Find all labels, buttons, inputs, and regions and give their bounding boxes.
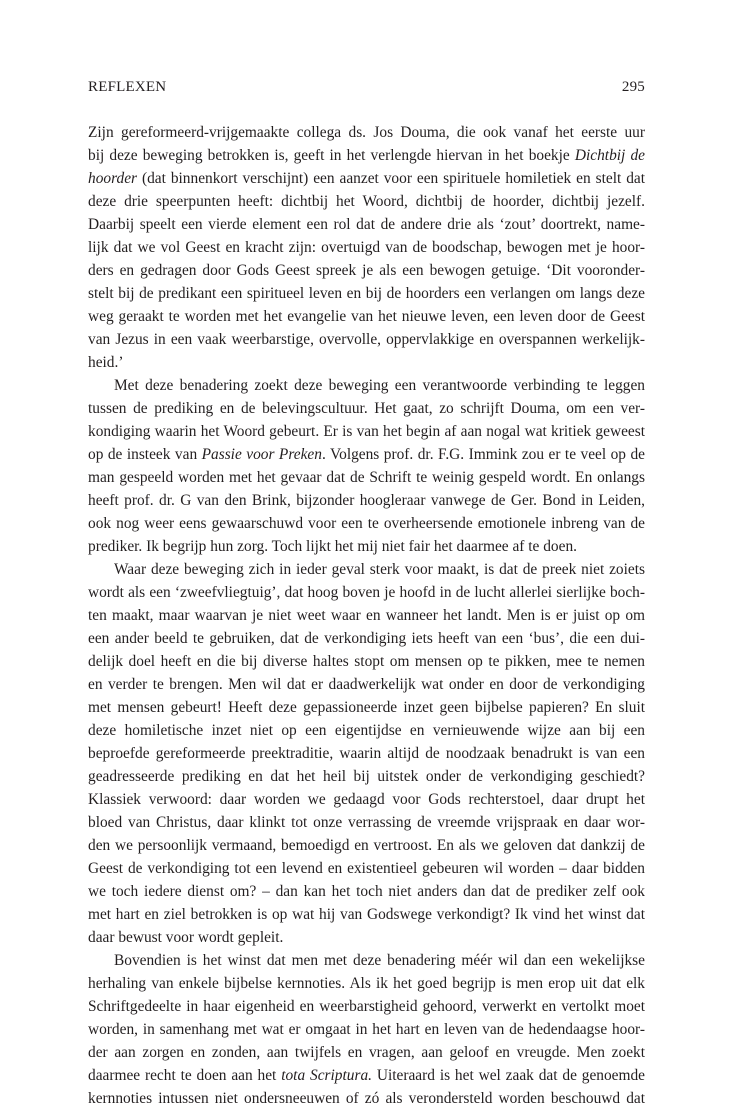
text-line xyxy=(88,627,645,650)
text-segment: Bovendien is het winst dat men met deze benadering méér wil dan een wekelijkse xyxy=(114,952,645,969)
text-line xyxy=(88,1041,645,1064)
text-segment: met mensen gebeurt! Heeft deze gepassioneerde inzet geen bijbelse papieren? En sluit xyxy=(88,699,645,716)
text-segment: lijk dat we vol Geest en kracht zijn: overtuigd van de boodschap, bewogen met je hoor- xyxy=(88,239,645,256)
text-line xyxy=(88,443,645,466)
text-segment: . Volgens prof. dr. F.G. Immink zou er te veel op de xyxy=(321,446,645,463)
text-segment: ders en gedragen door Gods Geest spreek je als een bewogen getuige. ‘Dit vooronder- xyxy=(88,262,645,279)
text-line xyxy=(88,650,645,673)
running-header xyxy=(88,79,645,99)
text-segment: Daarbij speelt een vierde element een rol dat de andere drie als ‘zout’ doortrekt, name- xyxy=(88,216,645,233)
paragraph xyxy=(88,949,645,1110)
text-line xyxy=(88,1087,645,1110)
text-line xyxy=(88,420,645,443)
text-line xyxy=(88,673,645,696)
text-line xyxy=(88,351,645,374)
text-line xyxy=(88,328,645,351)
text-segment: prediker. Ik begrijp hun zorg. Toch lijkt het mij niet fair het daarmee af te doen. xyxy=(88,538,577,555)
text-segment: tussen de prediking en de belevingscultuur. Het gaat, zo schrijft Douma, om een ver- xyxy=(88,400,645,417)
italic-title: tota Scriptura. xyxy=(281,1067,372,1084)
text-segment: worden, in samenhang met wat er omgaat in het hart en leven van de hedendaagse hoor- xyxy=(88,1021,645,1038)
paragraph xyxy=(88,374,645,558)
text-line xyxy=(88,512,645,535)
text-segment: en verder te brengen. Men wil dat er daadwerkelijk wat onder en door de verkondiging xyxy=(88,676,645,693)
text-segment: Zijn gereformeerd-vrijgemaakte collega ds. Jos Douma, die ook vanaf het eerste uur xyxy=(88,124,645,141)
text-line xyxy=(88,558,645,581)
text-segment: Geest de verkondiging tot een levend en existentieel gebeuren wil worden – daar bidden xyxy=(88,860,645,877)
text-line xyxy=(88,995,645,1018)
text-segment: deze drie speerpunten heeft: dichtbij het Woord, dichtbij de hoorder, dichtbij jezelf. xyxy=(88,193,645,210)
text-line xyxy=(88,765,645,788)
text-segment: we toch iedere dienst om? – dan kan het toch niet anders dan dat de prediker zelf ook xyxy=(88,883,645,900)
text-line xyxy=(88,604,645,627)
text-line xyxy=(88,719,645,742)
text-segment: met hart en ziel betrokken is op wat hij van Godswege verkondigt? Ik vind het winst dat xyxy=(88,906,645,923)
text-segment: van Jezus in een vaak weerbarstige, overvolle, oppervlakkige en overspannen werkelijk- xyxy=(88,331,645,348)
body-text xyxy=(88,121,645,1110)
paragraph xyxy=(88,558,645,949)
text-line xyxy=(88,880,645,903)
text-segment: beproefde gereformeerde preektraditie, waarin altijd de noodzaak benadrukt is van een xyxy=(88,745,645,762)
text-segment: Klassiek verwoord: daar worden we gedaagd voor Gods rechterstoel, daar drupt het xyxy=(88,791,645,808)
italic-title: hoorder xyxy=(88,170,138,187)
text-line xyxy=(88,1018,645,1041)
text-line xyxy=(88,213,645,236)
text-line xyxy=(88,236,645,259)
paragraph xyxy=(88,121,645,374)
text-segment: wordt als een ‘zweefvliegtuig’, dat hoog boven je hoofd in de lucht allerlei sierlijke boch- xyxy=(88,584,645,601)
text-segment: Uiteraard is het wel zaak dat de genoemde xyxy=(372,1067,645,1084)
text-segment: weg geraakt te worden met het evangelie van het nieuwe leven, een leven door de Geest xyxy=(88,308,645,325)
text-line xyxy=(88,949,645,972)
text-segment: (dat binnenkort verschijnt) een aanzet voor een spirituele homiletiek en stelt dat xyxy=(137,170,645,187)
italic-title: Dichtbij de xyxy=(574,147,645,164)
text-line xyxy=(88,857,645,880)
text-line xyxy=(88,167,645,190)
text-line xyxy=(88,788,645,811)
text-segment: heid.’ xyxy=(88,354,124,371)
text-segment: Waar deze beweging zich in ieder geval sterk voor maakt, is dat de preek niet zoiets xyxy=(114,561,645,578)
text-segment: delijk doel heeft en die bij diverse haltes stopt om mensen op te pikken, mee te nemen xyxy=(88,653,645,670)
text-line xyxy=(88,581,645,604)
text-line xyxy=(88,259,645,282)
text-segment: bloed van Christus, daar klinkt tot onze verrassing de vreemde vrijspraak en daar wor- xyxy=(88,814,645,831)
text-segment: op de insteek van xyxy=(88,446,202,463)
text-segment: der aan zorgen en zonden, aan twijfels en vragen, aan geloof en vreugde. Men zoekt xyxy=(88,1044,645,1061)
running-head-title: REFLEXEN xyxy=(88,79,167,95)
text-line xyxy=(88,489,645,512)
text-segment: ten maakt, maar waarvan je niet weet waar en wanneer het landt. Men is er juist op om xyxy=(88,607,645,624)
text-segment: ook nog weer eens gewaarschuwd voor een te overheersende emotionele inbreng van de xyxy=(88,515,645,532)
text-line xyxy=(88,144,645,167)
text-segment: heeft prof. dr. G van den Brink, bijzonder hoogleraar vanwege de Ger. Bond in Leiden, xyxy=(88,492,645,509)
text-line xyxy=(88,834,645,857)
text-segment: stelt bij de predikant een spiritueel leven en bij de hoorders een verlangen om langs deze xyxy=(88,285,645,302)
text-line xyxy=(88,972,645,995)
text-segment: deze homiletische inzet niet op een eigentijdse en vernieuwende wijze aan bij een xyxy=(88,722,645,739)
text-segment: daar bewust voor wordt gepleit. xyxy=(88,929,284,946)
text-line xyxy=(88,696,645,719)
text-line xyxy=(88,397,645,420)
text-segment: geadresseerde prediking en dat het heil bij uitstek onder de verkondiging geschiedt? xyxy=(88,768,645,785)
page-number: 295 xyxy=(621,79,645,95)
text-segment: Schriftgedeelte in haar eigenheid en weerbarstigheid gehoord, verwerkt en vertolkt moet xyxy=(88,998,645,1015)
text-line xyxy=(88,121,645,144)
text-segment: kernnoties intussen niet ondersneeuwen of zó als verondersteld worden beschouwd dat xyxy=(88,1090,645,1107)
text-line xyxy=(88,742,645,765)
text-line xyxy=(88,926,645,949)
text-line xyxy=(88,1064,645,1087)
text-segment: kondiging waarin het Woord gebeurt. Er is van het begin af aan nogal wat kritiek geweest xyxy=(88,423,645,440)
text-segment: den we persoonlijk vermaand, bemoedigd en vertroost. En als we geloven dat dankzij de xyxy=(88,837,645,854)
text-segment: herhaling van enkele bijbelse kernnoties. Als ik het goed begrijp is men erop uit dat elk xyxy=(88,975,645,992)
text-line xyxy=(88,305,645,328)
text-line xyxy=(88,535,645,558)
text-segment: bij deze beweging betrokken is, geeft in het verlengde hiervan in het boekje xyxy=(88,147,575,164)
text-line xyxy=(88,811,645,834)
text-segment: een ander beeld te gebruiken, dat de verkondiging iets heeft van een ‘bus’, die een dui- xyxy=(88,630,645,647)
text-line xyxy=(88,903,645,926)
text-line xyxy=(88,466,645,489)
text-segment: daarmee recht te doen aan het xyxy=(88,1067,282,1084)
italic-title: Passie voor Preken xyxy=(201,446,322,463)
text-line xyxy=(88,282,645,305)
text-line xyxy=(88,190,645,213)
text-segment: Met deze benadering zoekt deze beweging een verantwoorde verbinding te leggen xyxy=(114,377,645,394)
text-segment: man gespeeld worden met het gevaar dat de Schrift te weinig gespeld wordt. En onlangs xyxy=(88,469,645,486)
text-line xyxy=(88,374,645,397)
